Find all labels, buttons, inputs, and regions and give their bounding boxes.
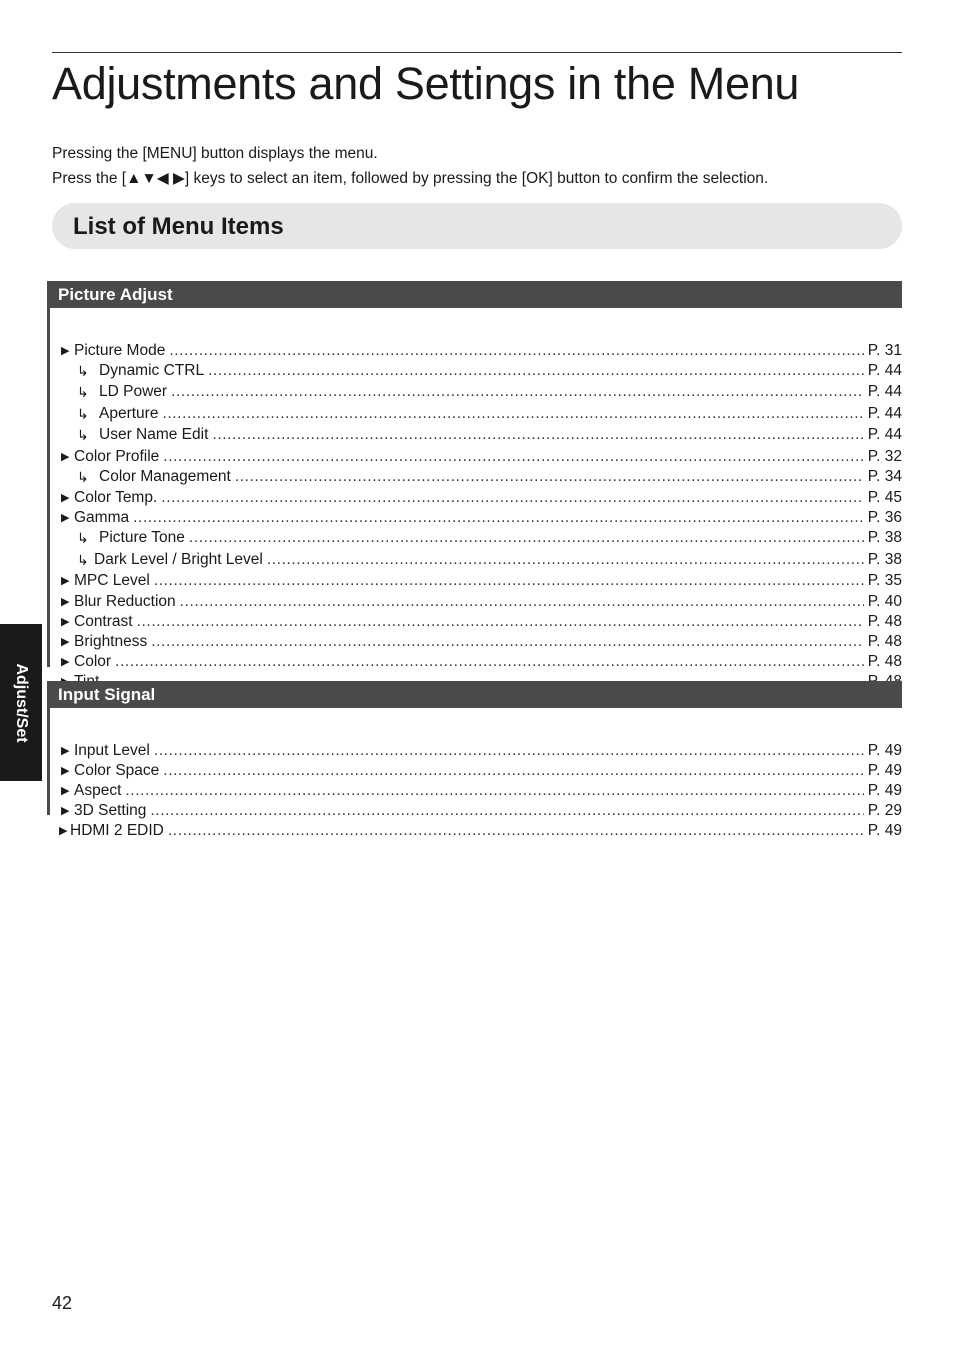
side-tab-label: Adjust/Set — [13, 662, 30, 743]
page-title: Adjustments and Settings in the Menu — [52, 58, 800, 109]
item-label: Color Profile — [74, 448, 160, 465]
menu-item-mpc-level[interactable] — [47, 571, 902, 591]
menu-subitem-picture-tone[interactable] — [47, 528, 902, 548]
menu-item-picture-mode[interactable] — [47, 341, 902, 361]
page-ref: P. 35 — [867, 572, 902, 589]
intro-line-menu: Pressing the [MENU] button displays the menu. — [52, 145, 378, 162]
intro-line-keys: Press the [▲▼◀ ▶] keys to select an item, followed by pressing the [OK] button to confirm the selection. — [52, 170, 769, 187]
menu-item-blur-reduction[interactable] — [47, 592, 902, 612]
menu-item-input-level[interactable] — [47, 741, 902, 761]
sub-arrow-icon: ↳ — [77, 406, 89, 422]
menu-item-hdmi2-edid[interactable] — [47, 821, 902, 841]
page-ref: P. 44 — [867, 426, 902, 443]
dot-leader — [133, 508, 864, 528]
page-ref: P. 29 — [867, 802, 902, 819]
page-ref: P. 49 — [867, 822, 902, 839]
menu-item-contrast[interactable] — [47, 612, 902, 632]
item-label: MPC Level — [74, 572, 150, 589]
page-ref: P. 40 — [867, 593, 902, 610]
item-label: Color — [74, 653, 112, 670]
item-label: Picture Mode — [74, 342, 166, 359]
dot-leader — [163, 761, 864, 781]
menu-subitem-ld-power[interactable] — [47, 382, 902, 402]
item-label: Color Temp. — [74, 489, 158, 506]
triangle-right-icon: ▶ — [61, 656, 70, 668]
triangle-right-icon: ▶ — [61, 512, 70, 524]
menu-subitem-aperture[interactable] — [47, 404, 902, 424]
menu-item-color-space[interactable] — [47, 761, 902, 781]
triangle-right-icon: ▶ — [61, 575, 70, 587]
dot-leader — [115, 652, 864, 672]
dot-leader — [162, 404, 863, 424]
sub-arrow-icon: ↳ — [77, 552, 89, 568]
menu-item-aspect[interactable] — [47, 781, 902, 801]
item-label: Dynamic CTRL — [99, 362, 205, 379]
triangle-right-icon: ▶ — [61, 492, 70, 504]
top-rule — [52, 52, 902, 53]
triangle-right-icon: ▶ — [61, 345, 70, 357]
menu-subitem-color-management[interactable] — [47, 467, 902, 487]
triangle-right-icon: ▶ — [61, 636, 70, 648]
triangle-right-icon: ▶ — [61, 805, 70, 817]
page-ref: P. 44 — [867, 383, 902, 400]
page-ref: P. 48 — [867, 613, 902, 630]
triangle-right-icon: ▶ — [61, 616, 70, 628]
dot-leader — [180, 592, 864, 612]
dot-leader — [235, 467, 864, 487]
dot-leader — [168, 821, 864, 841]
dot-leader — [212, 425, 863, 445]
menu-subitem-user-name-edit[interactable] — [47, 425, 902, 445]
sub-arrow-icon: ↳ — [77, 469, 89, 485]
page-ref: P. 44 — [867, 362, 902, 379]
dot-leader — [171, 382, 864, 402]
dot-leader — [169, 341, 863, 361]
page-ref: P. 38 — [867, 551, 902, 568]
item-label: LD Power — [99, 383, 168, 400]
page-ref: P. 49 — [867, 742, 902, 759]
page-ref: P. 38 — [867, 529, 902, 546]
item-label: Color Space — [74, 762, 160, 779]
menu-item-3d-setting[interactable] — [47, 801, 902, 821]
menu-item-color-temp[interactable] — [47, 488, 902, 508]
menu-item-color-profile[interactable] — [47, 447, 902, 467]
dot-leader — [137, 612, 864, 632]
item-label: HDMI 2 EDID — [70, 822, 164, 839]
triangle-right-icon: ▶ — [61, 785, 70, 797]
sub-arrow-icon: ↳ — [77, 427, 89, 443]
dot-leader — [267, 550, 864, 570]
item-label: Aspect — [74, 782, 122, 799]
triangle-right-icon: ▶ — [59, 825, 68, 837]
menu-subitem-dark-bright-level[interactable] — [47, 550, 902, 570]
dot-leader — [154, 741, 864, 761]
page-ref: P. 31 — [867, 342, 902, 359]
side-tab-adjust-set — [0, 624, 42, 781]
picture-adjust-group — [47, 281, 902, 670]
dot-leader — [189, 528, 864, 548]
dot-leader — [151, 632, 864, 652]
page-ref: P. 34 — [867, 468, 902, 485]
dot-leader — [150, 801, 863, 821]
page-ref: P. 36 — [867, 509, 902, 526]
dot-leader — [208, 361, 864, 381]
page-number: 42 — [52, 1293, 73, 1313]
item-label: User Name Edit — [99, 426, 209, 443]
item-label: Dark Level / Bright Level — [94, 551, 263, 568]
page-ref: P. 49 — [867, 782, 902, 799]
menu-item-color[interactable] — [47, 652, 902, 672]
item-label: Blur Reduction — [74, 593, 176, 610]
section-banner — [52, 203, 902, 249]
item-label: Aperture — [99, 405, 159, 422]
menu-item-brightness[interactable] — [47, 632, 902, 652]
page-ref: P. 48 — [867, 653, 902, 670]
menu-subitem-dynamic-ctrl[interactable] — [47, 361, 902, 381]
dot-leader — [163, 447, 864, 467]
page-ref: P. 44 — [867, 405, 902, 422]
section-title: List of Menu Items — [73, 213, 284, 240]
item-label: Gamma — [74, 509, 130, 526]
sub-arrow-icon: ↳ — [77, 363, 89, 379]
item-label: Input Level — [74, 742, 150, 759]
input-signal-group — [47, 681, 902, 839]
dot-leader — [125, 781, 863, 801]
item-label: Picture Tone — [99, 529, 185, 546]
page-ref: P. 48 — [867, 633, 902, 650]
dot-leader — [161, 488, 864, 508]
item-label: Brightness — [74, 633, 148, 650]
menu-item-gamma[interactable] — [47, 508, 902, 528]
dot-leader — [154, 571, 864, 591]
item-label: Contrast — [74, 613, 133, 630]
triangle-right-icon: ▶ — [61, 451, 70, 463]
picture-adjust-header: Picture Adjust — [47, 281, 902, 308]
triangle-right-icon: ▶ — [61, 745, 70, 757]
input-signal-header: Input Signal — [47, 681, 902, 708]
intro-text — [52, 141, 768, 191]
page-ref: P. 32 — [867, 448, 902, 465]
page-ref: P. 45 — [867, 489, 902, 506]
item-label: Color Management — [99, 468, 231, 485]
page-ref: P. 49 — [867, 762, 902, 779]
sub-arrow-icon: ↳ — [77, 530, 89, 546]
triangle-right-icon: ▶ — [61, 765, 70, 777]
triangle-right-icon: ▶ — [61, 596, 70, 608]
item-label: 3D Setting — [74, 802, 147, 819]
sub-arrow-icon: ↳ — [77, 384, 89, 400]
